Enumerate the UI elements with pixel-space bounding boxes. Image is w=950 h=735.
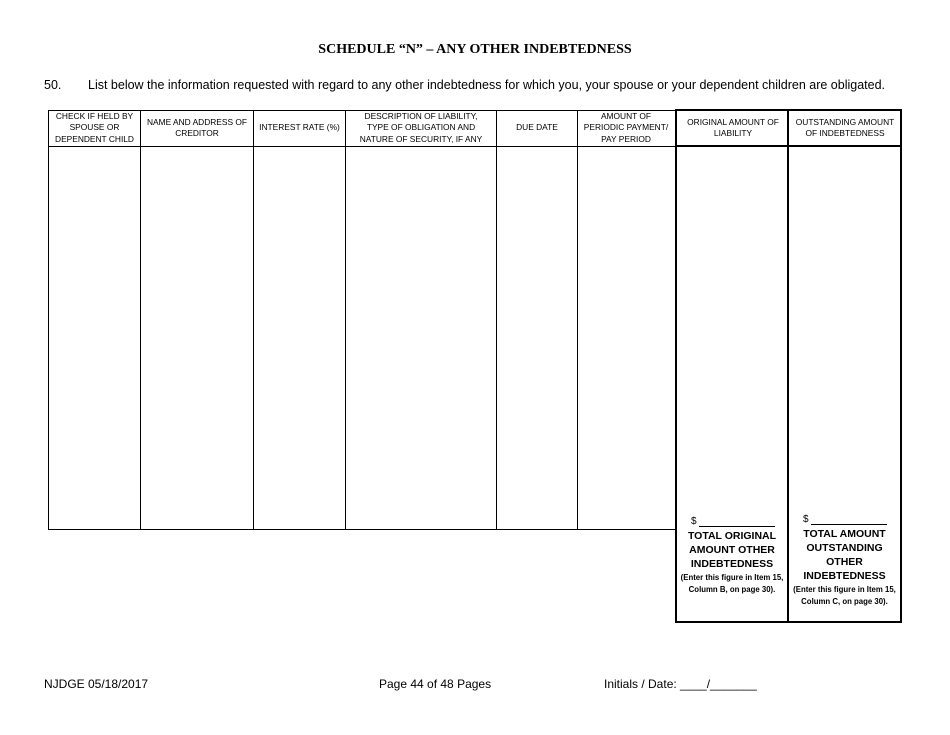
header-due-date: DUE DATE xyxy=(516,122,558,133)
total-original-label: TOTAL ORIGINAL AMOUNT OTHER INDEBTEDNESS xyxy=(687,530,777,570)
currency-symbol: $ xyxy=(691,516,697,527)
total-outstanding-field[interactable] xyxy=(789,514,900,525)
header-creditor: NAME AND ADDRESS OF CREDITOR xyxy=(146,116,248,138)
currency-symbol: $ xyxy=(803,514,809,525)
initials-date[interactable]: Initials / Date: ____/_______ xyxy=(604,677,757,691)
header-held-by-spouse: CHECK IF HELD BY SPOUSE OR DEPENDENT CHILD xyxy=(55,110,134,144)
total-outstanding-label: TOTAL AMOUNT OUTSTANDING OTHER INDEBTEDNESS xyxy=(803,528,886,582)
total-outstanding-note: (Enter this figure in Item 15, Column C, on page 30). xyxy=(793,585,896,606)
entry-cell-interest-rate[interactable] xyxy=(254,147,345,529)
question-text: List below the information requested with regard to any other indebtedness for which you, your spouse or your dependent children are obligated. xyxy=(88,78,886,92)
question-number: 50. xyxy=(44,78,62,92)
grid-line xyxy=(900,109,902,623)
entry-cell-original-amount[interactable] xyxy=(677,147,787,515)
page-number: Page 44 of 48 Pages xyxy=(379,677,492,691)
total-original xyxy=(677,516,787,622)
entry-cell-held-by-spouse[interactable] xyxy=(49,147,140,529)
total-outstanding-blank[interactable] xyxy=(811,514,887,525)
entry-cell-creditor[interactable] xyxy=(141,147,253,529)
header-periodic-payment: AMOUNT OF PERIODIC PAYMENT/ PAY PERIOD xyxy=(583,110,669,144)
entry-cell-due-date[interactable] xyxy=(497,147,577,529)
schedule-title: SCHEDULE “N” – ANY OTHER INDEBTEDNESS xyxy=(318,42,632,57)
total-original-blank[interactable] xyxy=(699,516,775,527)
header-interest-rate: INTEREST RATE (%) xyxy=(259,122,340,133)
grid-line xyxy=(48,529,676,530)
total-original-note: (Enter this figure in Item 15, Column B, on page 30). xyxy=(680,573,784,594)
form-id: NJDGE 05/18/2017 xyxy=(44,677,149,691)
entry-cell-outstanding-amount[interactable] xyxy=(789,147,900,515)
entry-cell-description[interactable] xyxy=(346,147,496,529)
total-original-field[interactable] xyxy=(677,516,787,527)
header-description: DESCRIPTION OF LIABILITY, TYPE OF OBLIGATION AND NATURE OF SECURITY, IF ANY xyxy=(359,110,483,144)
total-outstanding xyxy=(789,514,900,620)
header-outstanding-amount: OUTSTANDING AMOUNT OF INDEBTEDNESS xyxy=(795,116,895,138)
header-original-amount: ORIGINAL AMOUNT OF LIABILITY xyxy=(687,116,779,138)
entry-cell-periodic-payment[interactable] xyxy=(578,147,675,529)
